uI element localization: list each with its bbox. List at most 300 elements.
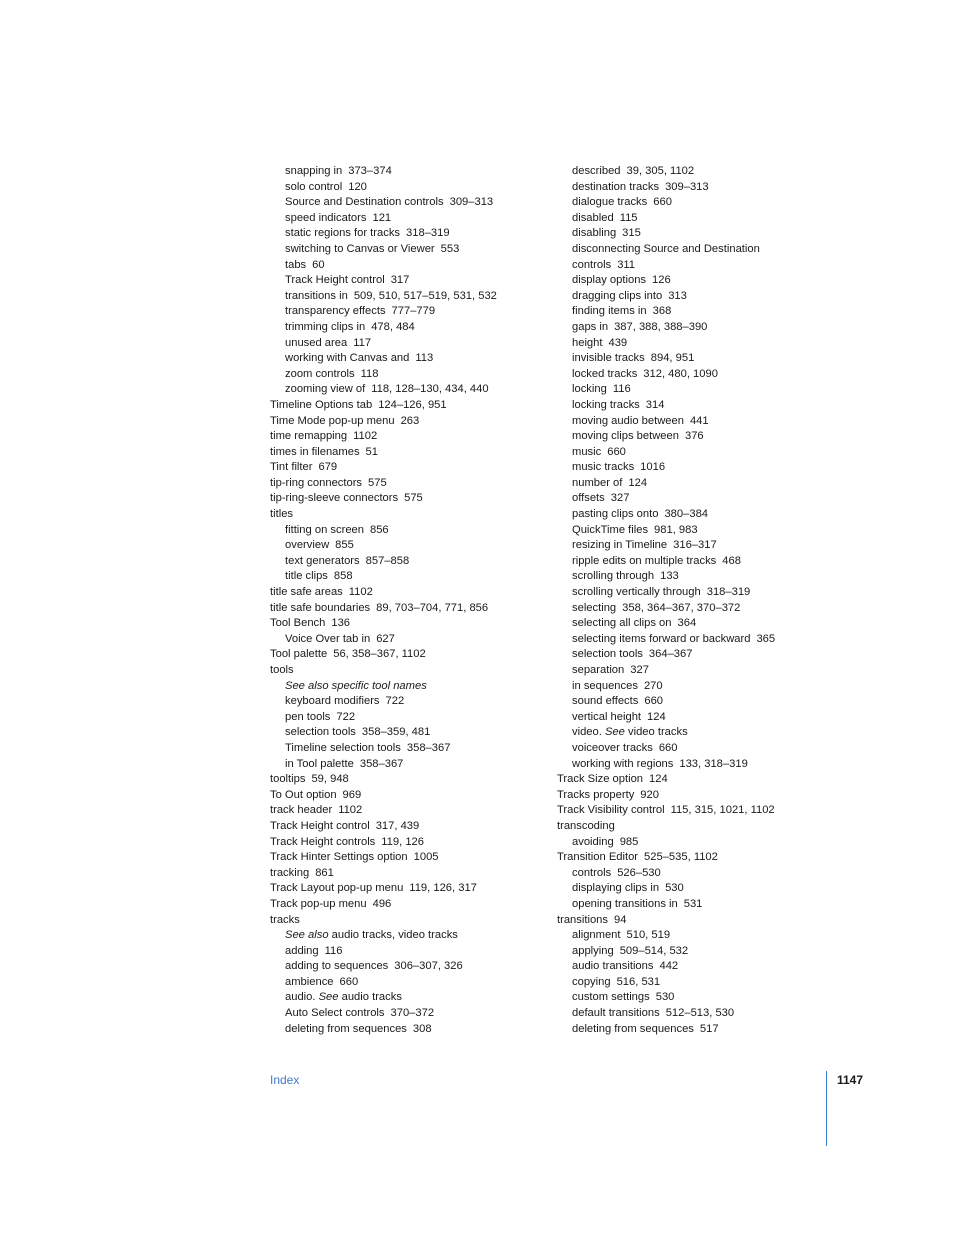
page-refs: 317, 439 xyxy=(375,819,420,832)
index-term: tooltips xyxy=(270,773,306,786)
page-refs: 364–367 xyxy=(648,648,693,661)
index-entry xyxy=(270,304,550,320)
page-refs: 120 xyxy=(348,180,367,193)
index-term: times in filenames xyxy=(270,445,360,458)
page-refs: 56, 358–367, 1102 xyxy=(333,648,426,661)
index-term: music tracks xyxy=(572,461,635,474)
index-term: trimming clips in xyxy=(285,320,366,333)
page-refs: 115 xyxy=(619,211,638,224)
index-entry xyxy=(557,679,847,695)
index-entry xyxy=(557,835,847,851)
index-entry xyxy=(270,585,550,601)
page-refs: 660 xyxy=(607,445,626,458)
index-entry xyxy=(270,663,550,679)
index-term: transparency effects xyxy=(285,305,386,318)
index-entry xyxy=(557,975,847,991)
page-refs: 318–319 xyxy=(706,586,751,599)
page-refs: 116 xyxy=(324,944,343,957)
page-refs: 370–372 xyxy=(390,1007,435,1020)
page-refs: 124 xyxy=(628,476,648,489)
index-entry xyxy=(270,1022,550,1038)
index-entry xyxy=(557,211,847,227)
index-entry xyxy=(270,725,550,741)
index-entry xyxy=(557,959,847,975)
page-refs: 894, 951 xyxy=(650,352,695,365)
page-refs: 309–313 xyxy=(449,196,494,209)
index-term: Track Height control xyxy=(285,274,385,287)
index-entry xyxy=(270,414,550,430)
see-also-prefix: See also xyxy=(285,679,329,692)
index-entry xyxy=(557,585,847,601)
index-term: finding items in xyxy=(572,305,647,318)
page-refs: 317 xyxy=(390,274,410,287)
index-term: display options xyxy=(572,274,647,287)
index-entry xyxy=(270,569,550,585)
index-term: selection tools xyxy=(572,648,643,661)
page-refs: 124 xyxy=(647,710,666,723)
index-entry xyxy=(557,538,847,554)
page-refs: 327 xyxy=(630,664,649,676)
index-entry xyxy=(270,803,550,819)
index-entry xyxy=(270,694,550,710)
index-term: tip-ring connectors xyxy=(270,476,363,489)
index-entry xyxy=(557,351,847,367)
index-entry xyxy=(270,554,550,570)
index-entry xyxy=(270,476,550,492)
index-term: dialogue tracks xyxy=(572,196,648,209)
page-refs: 364 xyxy=(677,617,697,630)
page-refs: 118, 128–130, 434, 440 xyxy=(371,383,489,396)
page-refs: 270 xyxy=(643,679,663,692)
index-term: invisible tracks xyxy=(572,352,645,365)
page-refs: 525–535, 1102 xyxy=(644,851,718,864)
page-refs: 118 xyxy=(360,367,379,380)
index-term: in sequences xyxy=(572,679,638,692)
page-refs: 496 xyxy=(372,897,392,910)
page-refs: 530 xyxy=(665,882,684,895)
page-refs: 1016 xyxy=(640,461,666,474)
index-term: titles xyxy=(270,508,294,521)
index-term: Transition Editor xyxy=(557,851,639,864)
page-refs: 119, 126 xyxy=(381,835,424,848)
index-entry xyxy=(270,195,550,211)
footer-divider xyxy=(826,1071,827,1146)
index-term: disabled xyxy=(572,211,614,224)
index-term: solo control xyxy=(285,180,343,193)
index-term: transcoding xyxy=(557,819,615,832)
index-term: scrolling vertically through xyxy=(572,586,701,599)
index-term: custom settings xyxy=(572,991,650,1004)
see-reference: See xyxy=(318,991,339,1004)
index-term: controls xyxy=(572,258,612,271)
index-entry xyxy=(557,928,847,944)
index-term: unused area xyxy=(285,336,348,349)
index-entry xyxy=(557,819,847,835)
index-entry xyxy=(557,913,847,929)
page-refs: 439 xyxy=(608,336,628,349)
index-entry xyxy=(270,679,550,695)
index-term: sound effects xyxy=(572,695,639,708)
index-entry xyxy=(557,195,847,211)
page-refs: 308 xyxy=(412,1022,432,1035)
index-term: locked tracks xyxy=(572,367,638,380)
page-refs: 313 xyxy=(668,289,687,302)
index-entry xyxy=(270,710,550,726)
index-entry xyxy=(557,429,847,445)
index-term: alignment xyxy=(572,929,621,942)
index-term: tabs xyxy=(285,258,307,271)
see-also-prefix: See also xyxy=(285,929,329,942)
page-refs: 387, 388, 388–390 xyxy=(614,320,708,333)
page-refs: 575 xyxy=(404,492,423,505)
index-entry xyxy=(557,616,847,632)
see-target: video tracks xyxy=(627,726,688,739)
page-refs: 861 xyxy=(315,866,334,879)
index-entry xyxy=(270,507,550,523)
page-refs: 327 xyxy=(610,492,630,505)
index-term: controls xyxy=(572,866,612,879)
index-term: specific tool names xyxy=(331,679,427,692)
index-entry xyxy=(270,242,550,258)
index-term: disconnecting Source and Destination xyxy=(572,242,760,255)
index-entry xyxy=(557,273,847,289)
index-term: Auto Select controls xyxy=(285,1007,385,1020)
index-term: title safe boundaries xyxy=(270,601,371,614)
index-term: Track pop-up menu xyxy=(270,897,367,910)
index-term: opening transitions in xyxy=(572,897,678,910)
page-refs: 478, 484 xyxy=(371,320,415,333)
page-refs: 512–513, 530 xyxy=(665,1007,735,1020)
index-term: audio transitions xyxy=(572,960,654,973)
index-term: Source and Destination controls xyxy=(285,196,444,209)
index-term: working with regions xyxy=(572,757,674,770)
index-entry xyxy=(557,258,847,274)
index-entry xyxy=(557,694,847,710)
index-term: selecting all clips on xyxy=(572,617,672,630)
index-term: applying xyxy=(572,944,614,957)
index-entry xyxy=(270,881,550,897)
page-refs: 517 xyxy=(699,1022,719,1035)
index-term: disabling xyxy=(572,227,617,240)
index-entry xyxy=(557,850,847,866)
index-entry xyxy=(557,897,847,913)
index-entry xyxy=(557,164,847,180)
page-refs: 857–858 xyxy=(365,554,410,567)
index-entry xyxy=(270,289,550,305)
page-refs: 358–367 xyxy=(406,741,451,754)
index-term: tip-ring-sleeve connectors xyxy=(270,492,399,505)
index-entry xyxy=(557,803,847,819)
page-refs: 306–307, 326 xyxy=(394,960,463,973)
index-entry xyxy=(270,180,550,196)
index-term: music xyxy=(572,445,602,458)
page-refs: 380–384 xyxy=(664,508,709,521)
page-refs: 365 xyxy=(756,632,776,645)
page-refs: 855 xyxy=(335,539,354,552)
index-entry xyxy=(557,445,847,461)
index-term: moving audio between xyxy=(572,414,684,427)
index-entry xyxy=(270,1006,550,1022)
index-entry xyxy=(270,523,550,539)
index-term: scrolling through xyxy=(572,570,655,583)
index-entry xyxy=(557,990,847,1006)
page-refs: 124 xyxy=(649,773,668,786)
index-entry xyxy=(270,211,550,227)
index-entry xyxy=(557,725,847,741)
index-term: resizing in Timeline xyxy=(572,539,668,552)
page-refs: 119, 126, 317 xyxy=(409,882,477,895)
see-target: audio tracks xyxy=(341,991,402,1004)
index-entry xyxy=(557,741,847,757)
page-refs: 509, 510, 517–519, 531, 532 xyxy=(353,289,497,302)
index-entry xyxy=(270,164,550,180)
index-term: ripple edits on multiple tracks xyxy=(572,554,717,567)
index-term: fitting on screen xyxy=(285,523,364,536)
page-refs: 510, 519 xyxy=(626,929,671,942)
index-term: Tool Bench xyxy=(270,617,326,630)
index-term: tracks xyxy=(270,913,300,926)
page-refs: 441 xyxy=(689,414,709,427)
index-term: Tool palette xyxy=(270,648,328,661)
index-term: moving clips between xyxy=(572,430,679,443)
index-term: offsets xyxy=(572,492,605,505)
page-refs: 113 xyxy=(415,352,434,365)
page-refs: 660 xyxy=(658,741,678,754)
index-entry xyxy=(270,445,550,461)
page-refs: 516, 531 xyxy=(616,975,661,988)
index-term: Track Size option xyxy=(557,773,644,786)
page-refs: 116 xyxy=(612,383,631,396)
page-refs: 263 xyxy=(400,414,420,427)
page-refs: 94 xyxy=(614,913,627,926)
page-refs: 575 xyxy=(368,476,387,489)
index-term: Tint filter xyxy=(270,461,313,474)
page-refs: 39, 305, 1102 xyxy=(626,165,695,177)
index-entry xyxy=(270,398,550,414)
page-refs: 531 xyxy=(683,897,703,910)
page-refs: 60 xyxy=(312,258,325,271)
page-refs: 121 xyxy=(372,211,392,224)
page-refs: 376 xyxy=(684,430,704,443)
index-term: locking tracks xyxy=(572,398,640,411)
page-refs: 117 xyxy=(353,336,372,349)
index-entry xyxy=(557,1006,847,1022)
index-term: default transitions xyxy=(572,1007,660,1020)
index-term: keyboard modifiers xyxy=(285,695,380,708)
index-entry xyxy=(270,538,550,554)
page-refs: 722 xyxy=(385,695,405,708)
index-entry xyxy=(557,476,847,492)
index-entry xyxy=(557,601,847,617)
page-refs: 442 xyxy=(659,960,679,973)
index-entry xyxy=(270,850,550,866)
index-entry xyxy=(557,866,847,882)
page-refs: 530 xyxy=(655,991,675,1004)
index-entry xyxy=(557,491,847,507)
index-entry xyxy=(270,866,550,882)
page-refs: 1005 xyxy=(413,851,439,864)
index-term: described xyxy=(572,165,621,177)
index-term: zoom controls xyxy=(285,367,355,380)
index-term: title clips xyxy=(285,570,328,583)
index-term: zooming view of xyxy=(285,383,366,396)
index-term: adding to sequences xyxy=(285,960,389,973)
index-entry xyxy=(270,835,550,851)
page-refs: 309–313 xyxy=(665,180,709,193)
index-term: selection tools xyxy=(285,726,356,739)
page-refs: 1102 xyxy=(338,804,363,817)
index-entry xyxy=(557,881,847,897)
index-term: video. xyxy=(572,726,602,739)
index-term: transitions in xyxy=(285,289,348,302)
index-entry xyxy=(270,320,550,336)
page-refs: 358, 364–367, 370–372 xyxy=(622,601,741,614)
index-entry xyxy=(270,975,550,991)
page-refs: 679 xyxy=(318,461,338,474)
index-entry xyxy=(557,414,847,430)
page-refs: 373–374 xyxy=(348,165,392,177)
page-refs: 51 xyxy=(365,445,378,458)
page-refs: 358–367 xyxy=(359,757,404,770)
index-entry xyxy=(270,772,550,788)
index-entry xyxy=(270,788,550,804)
index-entry xyxy=(557,647,847,663)
page-refs: 920 xyxy=(640,788,659,801)
index-term: dragging clips into xyxy=(572,289,663,302)
index-term: locking xyxy=(572,383,607,396)
index-entry xyxy=(557,226,847,242)
page-number: 1147 xyxy=(836,1073,863,1087)
index-term: selecting xyxy=(572,601,617,614)
page-refs: 59, 948 xyxy=(311,773,349,786)
index-entry xyxy=(557,569,847,585)
index-term: Track Layout pop-up menu xyxy=(270,882,404,895)
index-term: overview xyxy=(285,539,330,552)
page-refs: 115, 315, 1021, 1102 xyxy=(670,804,775,817)
page-refs: 1102 xyxy=(348,586,373,599)
page-refs: 358–359, 481 xyxy=(361,726,431,739)
index-column-left xyxy=(270,164,550,1037)
see-reference: See xyxy=(604,726,625,739)
index-term: title safe areas xyxy=(270,586,343,599)
index-entry xyxy=(557,663,847,679)
index-term: audio tracks, video tracks xyxy=(331,929,458,942)
index-entry xyxy=(270,351,550,367)
index-term: selecting items forward or backward xyxy=(572,632,751,645)
index-term: Track Height control xyxy=(270,819,370,832)
index-entry xyxy=(270,928,550,944)
index-term: QuickTime files xyxy=(572,523,649,536)
page-refs: 136 xyxy=(331,617,351,630)
page-refs: 318–319 xyxy=(406,227,450,240)
index-term: Time Mode pop-up menu xyxy=(270,414,395,427)
index-entry xyxy=(270,273,550,289)
index-entry xyxy=(270,944,550,960)
index-entry xyxy=(270,491,550,507)
page-refs: 312, 480, 1090 xyxy=(643,367,718,380)
index-term: Track Height controls xyxy=(270,835,376,848)
index-entry xyxy=(557,632,847,648)
page-refs: 858 xyxy=(333,570,353,583)
index-term: separation xyxy=(572,664,625,676)
index-term: in Tool palette xyxy=(285,757,354,770)
index-column-right xyxy=(557,164,847,1037)
page-refs: 526–530 xyxy=(617,866,661,879)
index-term: transitions xyxy=(557,913,608,926)
page-refs: 969 xyxy=(342,788,362,801)
index-term: deleting from sequences xyxy=(285,1022,407,1035)
index-entry xyxy=(270,336,550,352)
index-entry xyxy=(557,289,847,305)
index-entry xyxy=(557,336,847,352)
page-refs: 124–126, 951 xyxy=(378,398,447,411)
index-entry xyxy=(270,959,550,975)
index-entry xyxy=(270,757,550,773)
page-refs: 985 xyxy=(619,835,639,848)
page-refs: 126 xyxy=(652,274,671,287)
index-entry xyxy=(270,460,550,476)
page-refs: 133, 318–319 xyxy=(679,757,748,770)
page-refs: 722 xyxy=(336,710,356,723)
index-term: text generators xyxy=(285,554,360,567)
index-entry xyxy=(557,460,847,476)
page-refs: 314 xyxy=(645,398,665,411)
index-term: vertical height xyxy=(572,710,642,723)
index-entry xyxy=(270,382,550,398)
index-entry xyxy=(557,398,847,414)
page-refs: 133 xyxy=(660,570,679,583)
index-term: gaps in xyxy=(572,320,609,333)
index-term: pen tools xyxy=(285,710,331,723)
index-entry xyxy=(557,710,847,726)
index-entry xyxy=(270,632,550,648)
page-refs: 553 xyxy=(440,242,460,255)
index-term: number of xyxy=(572,476,623,489)
index-term: deleting from sequences xyxy=(572,1022,694,1035)
page-refs: 981, 983 xyxy=(654,523,698,536)
index-term: copying xyxy=(572,975,611,988)
index-entry xyxy=(557,507,847,523)
index-term: avoiding xyxy=(572,835,614,848)
page-refs: 316–317 xyxy=(673,539,717,552)
index-term: voiceover tracks xyxy=(572,741,653,754)
index-term: tracking xyxy=(270,866,310,879)
index-entry xyxy=(270,741,550,757)
index-entry xyxy=(270,990,550,1006)
page-refs: 468 xyxy=(722,554,741,567)
page-refs: 660 xyxy=(644,695,664,708)
page-refs: 627 xyxy=(376,632,395,645)
page-refs: 856 xyxy=(369,523,389,536)
index-entry xyxy=(270,897,550,913)
index-term: Track Visibility control xyxy=(557,804,665,817)
index-entry xyxy=(270,616,550,632)
index-term: height xyxy=(572,336,603,349)
page-refs: 777–779 xyxy=(391,305,436,318)
index-entry xyxy=(557,1022,847,1038)
index-term: adding xyxy=(285,944,319,957)
index-entry xyxy=(557,382,847,398)
index-entry xyxy=(270,913,550,929)
index-term: To Out option xyxy=(270,788,337,801)
index-entry xyxy=(557,554,847,570)
index-term: audio. xyxy=(285,991,316,1004)
index-term: working with Canvas and xyxy=(285,352,410,365)
page-refs: 1102 xyxy=(353,430,378,443)
index-term: ambience xyxy=(285,975,334,988)
index-entry xyxy=(557,242,847,258)
index-entry xyxy=(557,772,847,788)
